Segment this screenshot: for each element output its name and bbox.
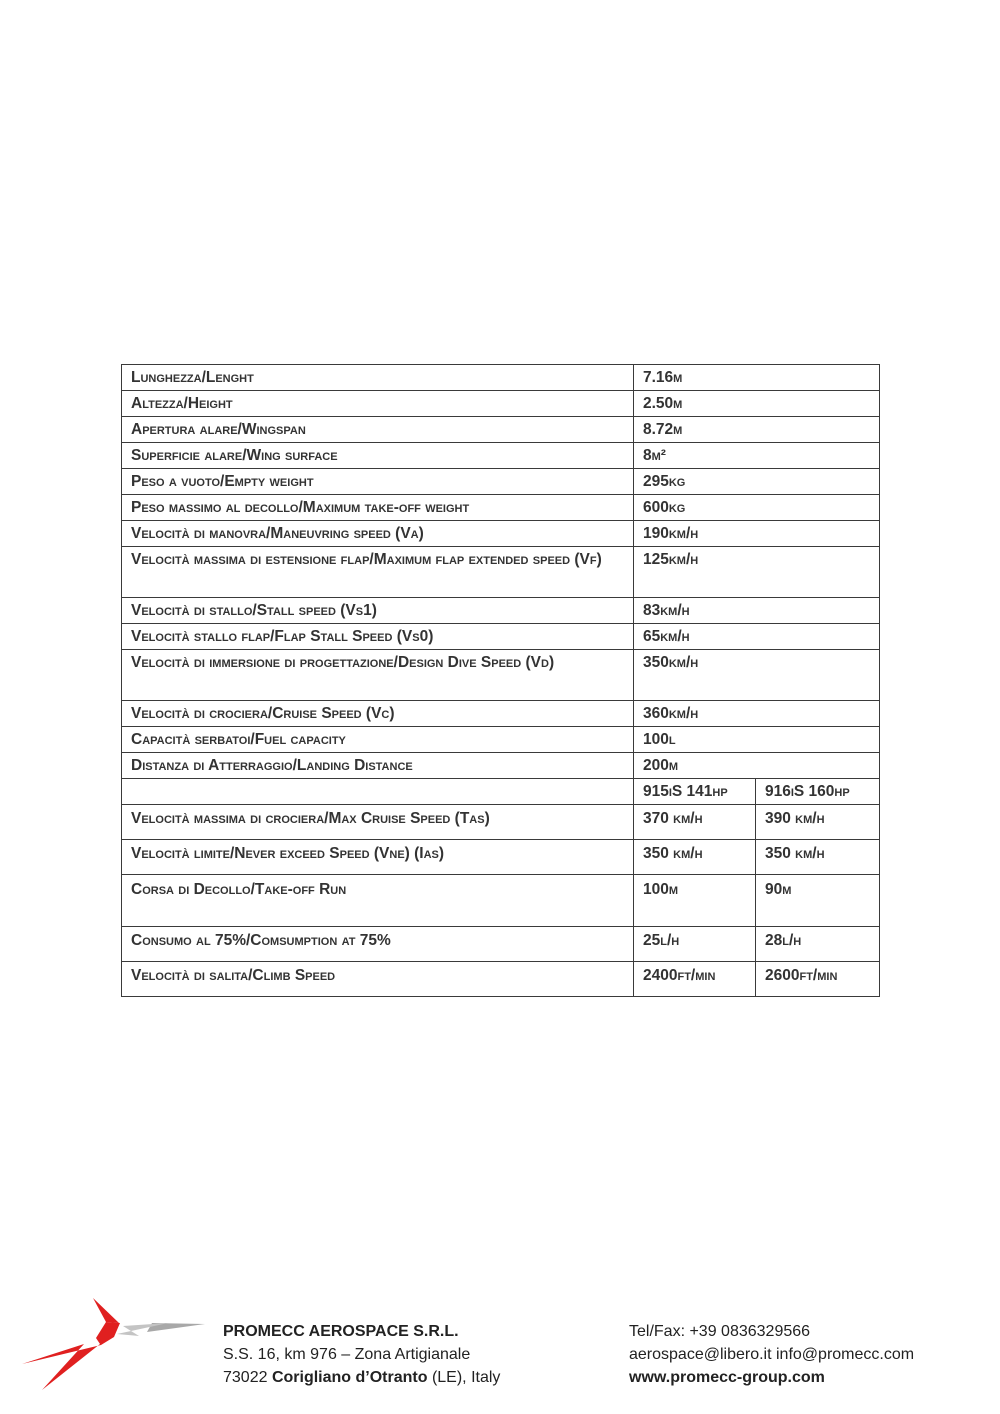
spec-value: 2.50m: [634, 391, 880, 417]
table-row: [122, 805, 880, 840]
table-row: [122, 840, 880, 875]
spec-label: Velocità massima di estensione flap/Maximum flap extended speed (Vf): [122, 547, 634, 598]
spec-label: Altezza/Height: [122, 391, 634, 417]
spec-label: Consumo al 75%/Comsumption at 75%: [122, 927, 634, 962]
logo-red-body: [22, 1322, 120, 1390]
email-link-info[interactable]: info@promecc.com: [776, 1346, 915, 1363]
company-telfax: Tel/Fax: +39 0836329566: [629, 1323, 811, 1340]
specifications-table: [121, 364, 880, 997]
spec-value-915is: 350 km/h: [634, 840, 756, 875]
table-row: [122, 391, 880, 417]
logo-red-upper: [93, 1298, 119, 1323]
spec-label: Lunghezza/Lenght: [122, 365, 634, 391]
spec-label: Distanza di Atterraggio/Landing Distance: [122, 753, 634, 779]
website-link[interactable]: www.promecc-group.com: [629, 1369, 825, 1386]
engine-header-empty: [122, 779, 634, 805]
spec-label: Superficie alare/Wing surface: [122, 443, 634, 469]
company-city: Corigliano d’Otranto: [271, 1369, 428, 1386]
spec-value: 350km/h: [634, 650, 880, 701]
spec-value: 600kg: [634, 495, 880, 521]
spec-label: Velocità di manovra/Maneuvring speed (Va): [122, 521, 634, 547]
email-link-aerospace[interactable]: aerospace@libero.it: [629, 1346, 772, 1363]
table-row: [122, 727, 880, 753]
spec-value: 83km/h: [634, 598, 880, 624]
company-city-line: [223, 1366, 500, 1389]
company-region: (LE), Italy: [431, 1369, 501, 1386]
engine-916is-header: 916iS 160hp: [756, 779, 880, 805]
table-row: [122, 495, 880, 521]
company-contact-block: [629, 1320, 914, 1389]
spec-label: Velocità limite/Never exceed Speed (Vne) (Ias): [122, 840, 634, 875]
company-emails: [629, 1343, 914, 1366]
spec-value: 8m²: [634, 443, 880, 469]
spec-value: 360km/h: [634, 701, 880, 727]
spec-value-916is: 350 km/h: [756, 840, 880, 875]
spec-value: 65km/h: [634, 624, 880, 650]
table-row: [122, 701, 880, 727]
spec-value: 200m: [634, 753, 880, 779]
spec-label: Velocità di immersione di progettazione/Design Dive Speed (Vd): [122, 650, 634, 701]
spec-value-915is: 25l/h: [634, 927, 756, 962]
spec-label: Peso massimo al decollo/Maximum take-off weight: [122, 495, 634, 521]
spec-label: Velocità di stallo/Stall speed (Vs1): [122, 598, 634, 624]
spec-value: 7.16m: [634, 365, 880, 391]
spec-value: 8.72m: [634, 417, 880, 443]
table-row: [122, 521, 880, 547]
company-street: S.S. 16, km 976 – Zona Artigianale: [223, 1346, 471, 1363]
spec-label: Velocità di crociera/Cruise Speed (Vc): [122, 701, 634, 727]
table-row: [122, 417, 880, 443]
spec-label: Peso a vuoto/Empty weight: [122, 469, 634, 495]
spec-value-916is: 390 km/h: [756, 805, 880, 840]
spec-label: Velocità stallo flap/Flap Stall Speed (Vs0): [122, 624, 634, 650]
spec-label: Apertura alare/Wingspan: [122, 417, 634, 443]
table-row: [122, 875, 880, 927]
spec-value-915is: 100m: [634, 875, 756, 927]
company-name: PROMECC AEROSPACE S.R.L.: [223, 1323, 459, 1340]
table-row: [122, 962, 880, 997]
engine-header-row: [122, 779, 880, 805]
spec-label: Corsa di Decollo/Take-off Run: [122, 875, 634, 927]
table-row: [122, 753, 880, 779]
company-logo: [22, 1296, 208, 1390]
table-row: [122, 469, 880, 495]
spec-value-916is: 28l/h: [756, 927, 880, 962]
table-row: [122, 443, 880, 469]
spec-label: Velocità massima di crociera/Max Cruise Speed (Tas): [122, 805, 634, 840]
engine-915is-header: 915iS 141hp: [634, 779, 756, 805]
spec-value-915is: 370 km/h: [634, 805, 756, 840]
table-row: [122, 927, 880, 962]
spec-value-916is: 2600ft/min: [756, 962, 880, 997]
spec-label: Velocità di salita/Climb Speed: [122, 962, 634, 997]
spec-value: 125km/h: [634, 547, 880, 598]
table-row: [122, 650, 880, 701]
table-row: [122, 624, 880, 650]
spec-label: Capacità serbatoi/Fuel capacity: [122, 727, 634, 753]
spec-value-915is: 2400ft/min: [634, 962, 756, 997]
spec-value-916is: 90m: [756, 875, 880, 927]
spec-value: 190km/h: [634, 521, 880, 547]
spec-value: 295kg: [634, 469, 880, 495]
company-zip: 73022: [223, 1369, 268, 1386]
table-row: [122, 547, 880, 598]
table-row: [122, 365, 880, 391]
table-row: [122, 598, 880, 624]
spec-value: 100l: [634, 727, 880, 753]
company-address-block: [223, 1320, 500, 1389]
